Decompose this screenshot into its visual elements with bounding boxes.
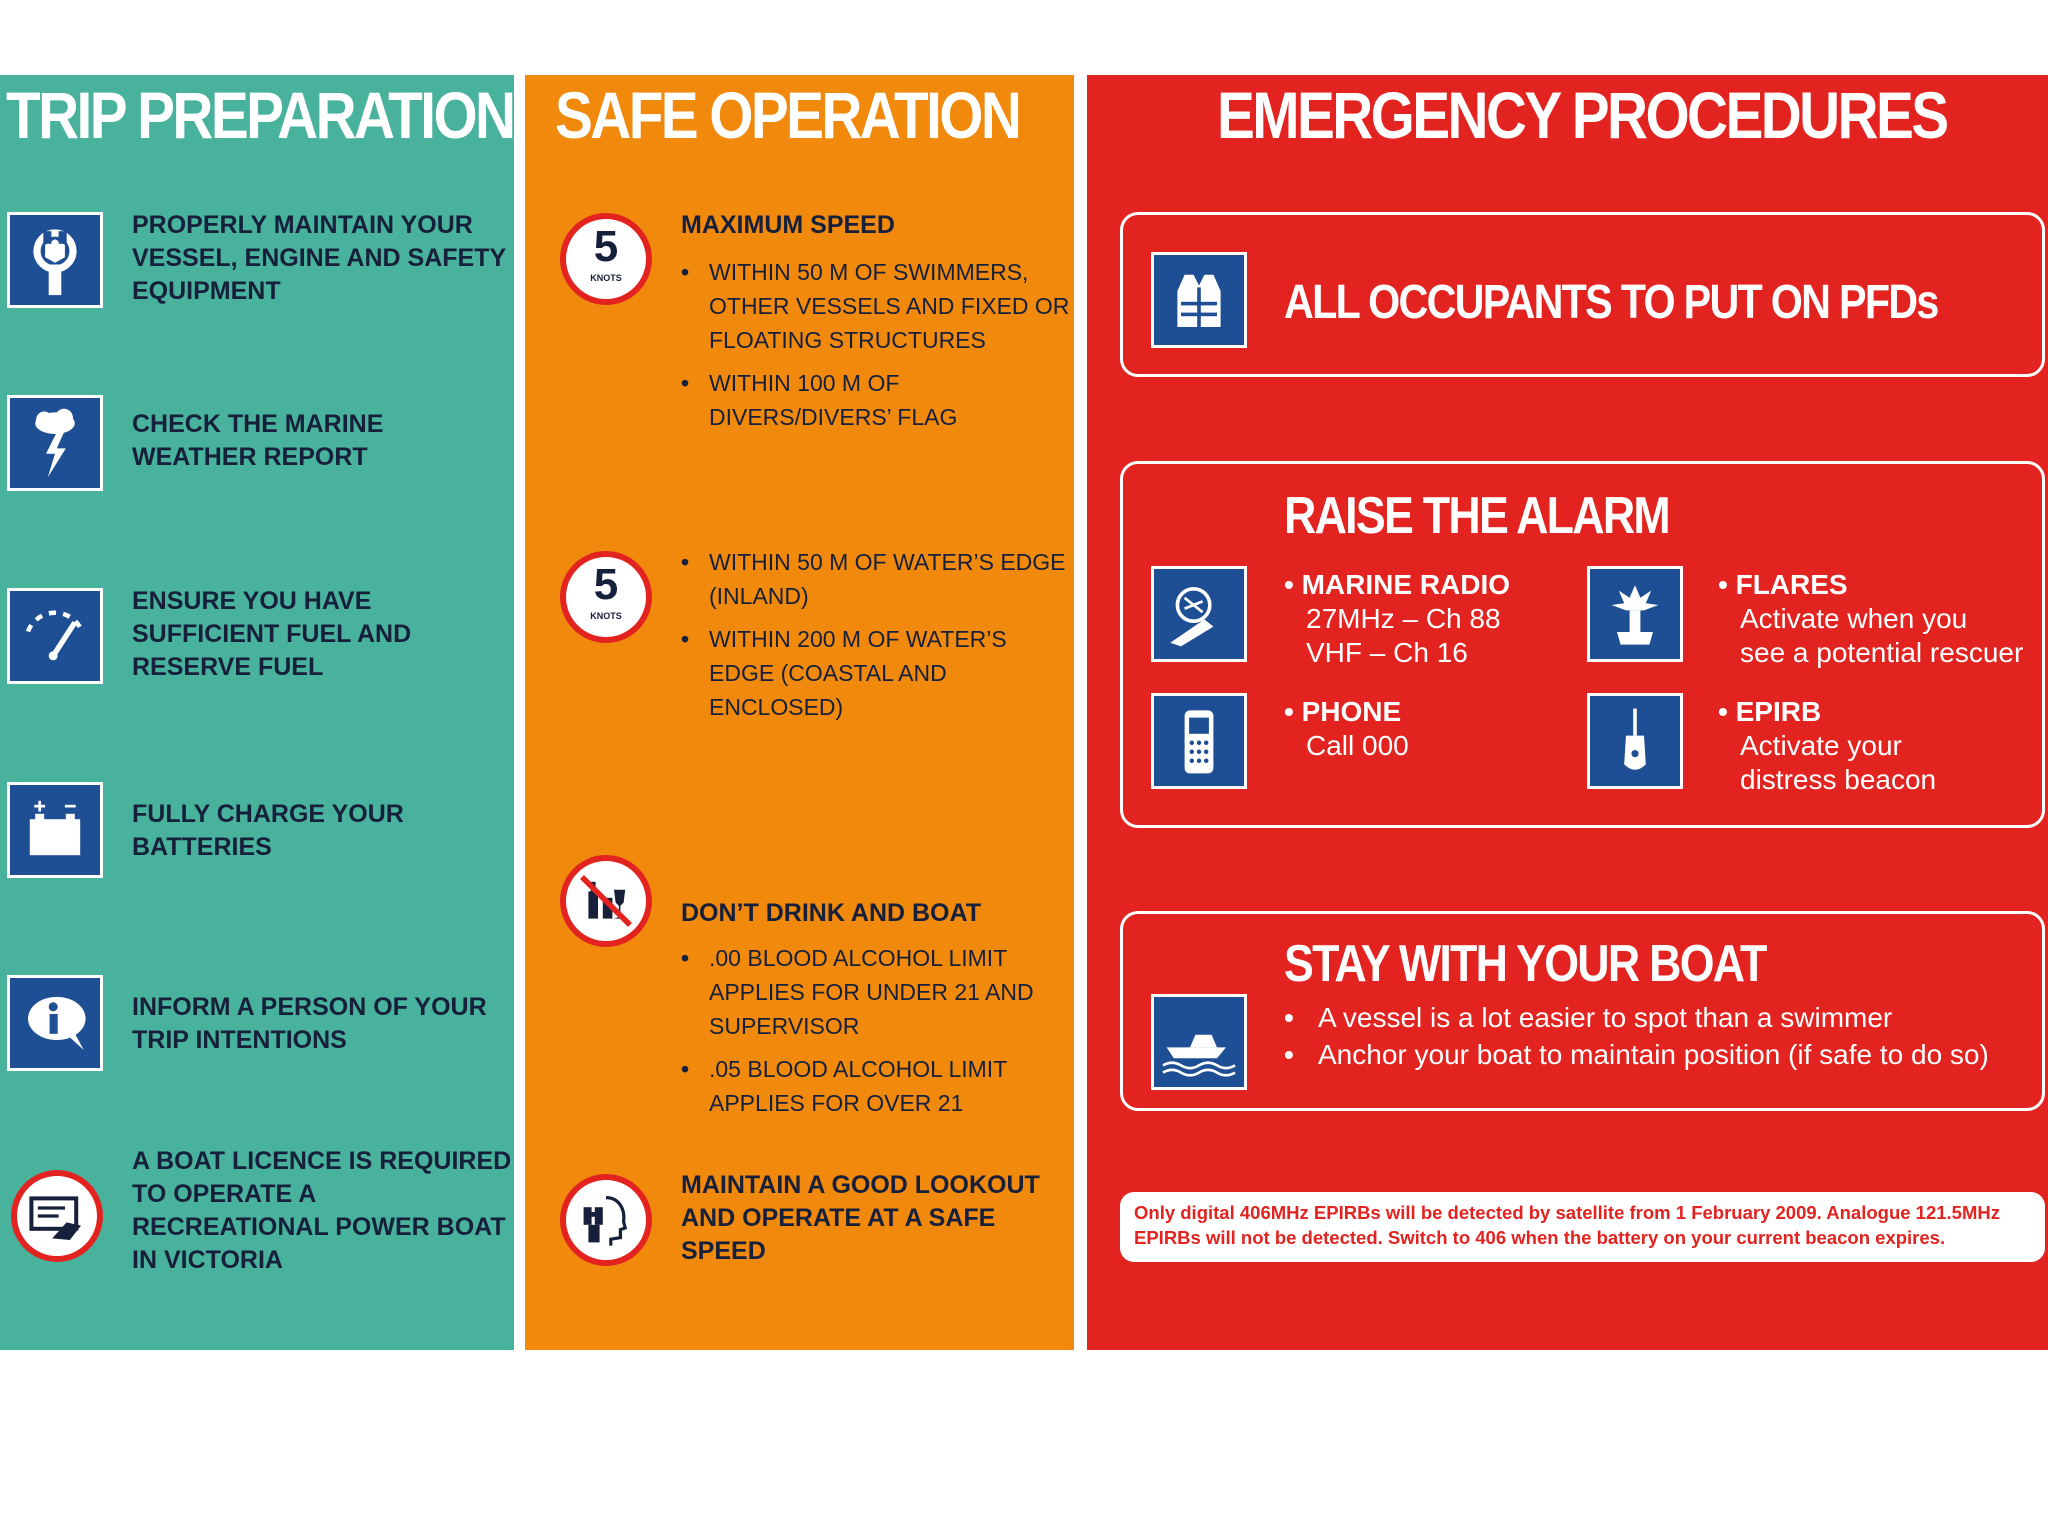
marine-radio-line: 27MHz – Ch 88 xyxy=(1306,603,1501,634)
phone-label-text: PHONE xyxy=(1301,696,1402,727)
trip-item-text: INFORM A PERSON OF YOUR TRIP INTENTIONS xyxy=(132,993,487,1054)
max-speed-bullets xyxy=(681,255,1071,443)
speed-limit-5-knots-icon xyxy=(560,213,652,305)
epirb-line: Activate your xyxy=(1740,730,1902,761)
flares-label: • FLARES xyxy=(1718,569,1848,600)
speed-number: 5 xyxy=(593,222,619,271)
speed-unit: KNOTS xyxy=(590,611,622,621)
stay-with-boat-bullets xyxy=(1284,999,1989,1073)
stay-with-boat-title: STAY WITH YOUR BOAT xyxy=(1284,935,1766,993)
trip-preparation-title: TRIP PREPARATION xyxy=(6,78,514,152)
epirb-label-text: EPIRB xyxy=(1735,696,1822,727)
flares-line: see a potential rescuer xyxy=(1740,637,2024,668)
flares-label-group xyxy=(1718,568,2023,670)
phone-label-group xyxy=(1284,695,1409,763)
safe-heading-max-speed: MAXIMUM SPEED xyxy=(681,211,895,239)
battery-icon xyxy=(7,782,103,878)
bullet-item: • WITHIN 100 M OF DIVERS/DIVERS’ FLAG xyxy=(681,366,1071,434)
epirb-line: distress beacon xyxy=(1740,764,1937,795)
boat-icon xyxy=(1151,994,1247,1090)
raise-alarm-box xyxy=(1120,461,2045,828)
marine-radio-label-group xyxy=(1284,568,1510,670)
bullet-item: • .05 BLOOD ALCOHOL LIMIT APPLIES FOR OVER 21 xyxy=(681,1052,1071,1120)
flares-label-text: FLARES xyxy=(1735,569,1848,600)
raise-alarm-title: RAISE THE ALARM xyxy=(1284,487,1669,545)
trip-item-text: PROPERLY MAINTAIN YOUR VESSEL, ENGINE AND SAFETY EQUIPMENT xyxy=(132,211,506,305)
lookout-icon xyxy=(560,1174,652,1266)
bullet-item: • Anchor your boat to maintain position (if safe to do so) xyxy=(1284,1036,1989,1073)
safe-operation-title: SAFE OPERATION xyxy=(555,78,1020,152)
bullet-item: • WITHIN 200 M OF WATER’S EDGE (COASTAL AND ENCLOSED) xyxy=(681,622,1071,724)
pfd-text: ALL OCCUPANTS TO PUT ON PFDs xyxy=(1284,276,1938,329)
phone-label: • PHONE xyxy=(1284,696,1402,727)
life-jacket-icon xyxy=(1151,252,1247,348)
epirb-label: • EPIRB xyxy=(1718,696,1822,727)
marine-radio-label-text: MARINE RADIO xyxy=(1301,569,1511,600)
maintenance-icon xyxy=(7,212,103,308)
water-edge-bullets xyxy=(681,545,1071,733)
speed-unit: KNOTS xyxy=(590,273,622,283)
marine-radio-icon xyxy=(1151,566,1247,662)
safe-operation-column xyxy=(525,75,1074,1350)
bullet-item: • .00 BLOOD ALCOHOL LIMIT APPLIES FOR UNDER 21 AND SUPERVISOR xyxy=(681,941,1071,1043)
no-alcohol-icon xyxy=(560,855,652,947)
flares-line: Activate when you xyxy=(1740,603,1968,634)
trip-item-text: A BOAT LICENCE IS REQUIRED TO OPERATE A RECREATIONAL POWER BOAT IN VICTORIA xyxy=(132,1147,512,1274)
trip-item-text: ENSURE YOU HAVE SUFFICIENT FUEL AND RESERVE FUEL xyxy=(132,587,412,681)
epirb-label-group xyxy=(1718,695,1936,797)
flare-icon xyxy=(1587,566,1683,662)
trip-preparation-column xyxy=(0,75,514,1350)
trip-item-text: CHECK THE MARINE WEATHER REPORT xyxy=(132,410,384,471)
trip-item-text: FULLY CHARGE YOUR BATTERIES xyxy=(132,800,404,861)
safe-heading-dont-drink: DON’T DRINK AND BOAT xyxy=(681,899,981,927)
pfd-box xyxy=(1120,212,2045,377)
marine-radio-label: • MARINE RADIO xyxy=(1284,569,1511,600)
epirb-notice: Only digital 406MHz EPIRBs will be detected by satellite from 1 February 2009. Analogue 121.5MHz EPIRBs will not be detected. Switch to 406 when the battery on your current beacon expires. xyxy=(1120,1192,2045,1262)
bullet-item: • WITHIN 50 M OF WATER’S EDGE (INLAND) xyxy=(681,545,1071,613)
emergency-procedures-title: EMERGENCY PROCEDURES xyxy=(1217,78,1947,152)
info-icon xyxy=(7,975,103,1071)
bullet-item: • WITHIN 50 M OF SWIMMERS, OTHER VESSELS AND FIXED OR FLOATING STRUCTURES xyxy=(681,255,1071,357)
emergency-procedures-column xyxy=(1087,75,2048,1350)
fuel-gauge-icon xyxy=(7,588,103,684)
epirb-icon xyxy=(1587,693,1683,789)
marine-radio-line: VHF – Ch 16 xyxy=(1306,637,1468,668)
phone-line: Call 000 xyxy=(1306,730,1409,761)
alcohol-bullets xyxy=(681,941,1071,1129)
speed-number: 5 xyxy=(593,560,619,609)
speed-limit-5-knots-icon xyxy=(560,551,652,643)
safe-heading-lookout: MAINTAIN A GOOD LOOKOUT AND OPERATE AT A SAFE SPEED xyxy=(681,1171,1040,1265)
bullet-item: • A vessel is a lot easier to spot than a swimmer xyxy=(1284,999,1989,1036)
weather-icon xyxy=(7,395,103,491)
stay-with-boat-box xyxy=(1120,911,2045,1111)
licence-icon xyxy=(11,1170,103,1262)
phone-icon xyxy=(1151,693,1247,789)
